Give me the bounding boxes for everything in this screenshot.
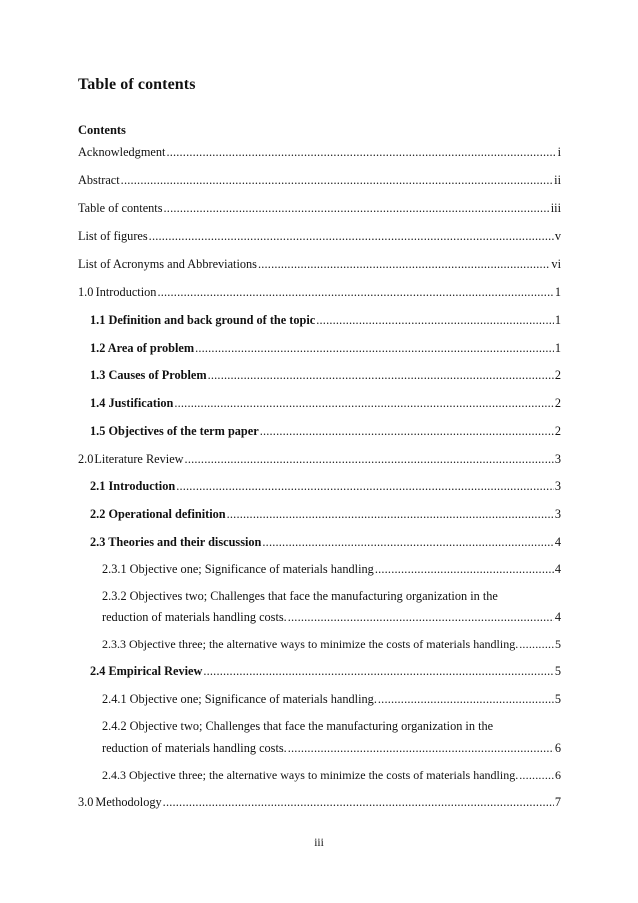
chapter-number: 2.0 bbox=[78, 452, 94, 466]
contents-heading: Contents bbox=[78, 123, 126, 137]
toc-entry-1-4[interactable] bbox=[90, 396, 561, 412]
toc-page-number: 5 bbox=[555, 637, 561, 651]
toc-entry-chapter-3[interactable] bbox=[78, 795, 561, 811]
chapter-number: 3.0 bbox=[78, 795, 94, 809]
toc-entry-abstract[interactable] bbox=[78, 173, 561, 189]
toc-entry-2-2[interactable] bbox=[90, 507, 561, 523]
toc-entry-1-1[interactable] bbox=[90, 313, 561, 329]
toc-page-number: 1 bbox=[554, 313, 561, 327]
toc-page-number: 3 bbox=[554, 507, 561, 521]
toc-entry-label: 2.4.1 Objective one; Significance of materials handling. bbox=[102, 692, 377, 706]
toc-page-number: vi bbox=[551, 257, 561, 271]
toc-page-number: i bbox=[557, 145, 561, 159]
dot-leader bbox=[157, 285, 553, 300]
toc-entry-label: 2.3.1 Objective one; Significance of materials handling bbox=[102, 562, 374, 576]
toc-entry-acknowledgment[interactable] bbox=[78, 145, 561, 161]
toc-entry-label: List of figures bbox=[78, 229, 148, 243]
toc-page-number: 5 bbox=[554, 664, 561, 678]
toc-entry-label: Literature Review bbox=[94, 452, 184, 466]
toc-page-number: 4 bbox=[554, 535, 561, 549]
dot-leader bbox=[316, 313, 554, 328]
toc-page-number: 1 bbox=[554, 341, 561, 355]
toc-entry-2-4[interactable] bbox=[90, 664, 561, 680]
toc-entry-2-4-2[interactable] bbox=[102, 741, 561, 757]
dot-leader bbox=[375, 562, 554, 577]
toc-entry-2-3-3[interactable] bbox=[102, 637, 561, 653]
toc-entry-chapter-2[interactable] bbox=[78, 452, 561, 468]
dot-leader bbox=[262, 535, 553, 550]
toc-entry-label: 2.2 Operational definition bbox=[90, 507, 226, 521]
toc-entry-label: Abstract bbox=[78, 173, 120, 187]
toc-entry-chapter-1[interactable] bbox=[78, 285, 561, 301]
toc-page-number: 2 bbox=[554, 396, 561, 410]
toc-entry-label: 2.3 Theories and their discussion bbox=[90, 535, 262, 549]
toc-entry-label: 1.5 Objectives of the term paper bbox=[90, 424, 259, 438]
toc-entry-1-2[interactable] bbox=[90, 341, 561, 357]
dot-leader bbox=[378, 692, 554, 707]
toc-page-number: 6 bbox=[554, 741, 561, 755]
toc-page-number: 3 bbox=[554, 479, 561, 493]
toc-entry-label: 1.1 Definition and back ground of the topic bbox=[90, 313, 316, 327]
toc-entry-label: reduction of materials handling costs. bbox=[102, 741, 287, 755]
dot-leader bbox=[164, 201, 550, 216]
toc-page-number: 4 bbox=[554, 610, 561, 624]
dot-leader bbox=[258, 257, 550, 272]
toc-page-number: 7 bbox=[554, 795, 561, 809]
toc-page-number: ii bbox=[554, 173, 561, 187]
dot-leader bbox=[149, 229, 554, 244]
toc-page-number: 6 bbox=[555, 768, 561, 782]
dot-leader bbox=[166, 145, 556, 160]
toc-entry-2-3[interactable] bbox=[90, 535, 561, 551]
dot-leader bbox=[288, 741, 554, 756]
toc-entry-2-4-3[interactable] bbox=[102, 768, 561, 784]
toc-entry-label: 1.3 Causes of Problem bbox=[90, 368, 207, 382]
toc-page-number: v bbox=[554, 229, 561, 243]
page-number: iii bbox=[314, 837, 324, 849]
dot-leader bbox=[227, 507, 554, 522]
dot-leader bbox=[176, 479, 554, 494]
toc-entry-2-3-2-first-line[interactable]: 2.3.2 Objectives two; Challenges that face the manufacturing organization in the bbox=[102, 589, 498, 603]
dot-leader bbox=[174, 396, 553, 411]
toc-entry-2-4-2-first-line[interactable]: 2.4.2 Objective two; Challenges that face the manufacturing organization in the bbox=[102, 719, 494, 733]
dot-leader bbox=[121, 173, 553, 188]
page-title: Table of contents bbox=[78, 76, 196, 93]
dot-leader bbox=[195, 341, 554, 356]
dot-leader bbox=[185, 452, 554, 467]
toc-entry-label: 2.1 Introduction bbox=[90, 479, 176, 493]
toc-entry-label: Table of contents bbox=[78, 201, 163, 215]
toc-page-number: 5 bbox=[554, 692, 561, 706]
toc-entry-table-of-contents[interactable] bbox=[78, 201, 561, 217]
toc-entry-2-3-2[interactable] bbox=[102, 610, 561, 626]
toc-page-number: 3 bbox=[554, 452, 561, 466]
toc-entry-label: 2.4 Empirical Review bbox=[90, 664, 203, 678]
dot-leader bbox=[208, 368, 554, 383]
toc-entry-2-3-1[interactable] bbox=[102, 562, 561, 578]
toc-entry-label: 2.4.3 Objective three; the alternative ways to minimize the costs of materials handling. bbox=[102, 768, 519, 782]
toc-entry-list-of-acronyms[interactable] bbox=[78, 257, 561, 273]
toc-entry-label: 2.3.3 Objective three; the alternative ways to minimize the costs of materials handling. bbox=[102, 637, 519, 651]
toc-entry-2-1[interactable] bbox=[90, 479, 561, 495]
toc-entry-label: Acknowledgment bbox=[78, 145, 166, 159]
dot-leader bbox=[519, 637, 554, 652]
toc-page-number: 1 bbox=[554, 285, 561, 299]
toc-entry-label: List of Acronyms and Abbreviations bbox=[78, 257, 257, 271]
toc-entry-label: 1.2 Area of problem bbox=[90, 341, 195, 355]
chapter-number: 1.0 bbox=[78, 285, 94, 299]
toc-entry-1-3[interactable] bbox=[90, 368, 561, 384]
dot-leader bbox=[288, 610, 554, 625]
toc-page-number: 2 bbox=[554, 424, 561, 438]
toc-page-number: 2 bbox=[554, 368, 561, 382]
dot-leader bbox=[203, 664, 553, 679]
toc-entry-1-5[interactable] bbox=[90, 424, 561, 440]
toc-entry-label: Introduction bbox=[95, 285, 157, 299]
toc-page-number: iii bbox=[550, 201, 561, 215]
toc-entry-label: 1.4 Justification bbox=[90, 396, 174, 410]
toc-entry-label: Methodology bbox=[95, 795, 162, 809]
dot-leader bbox=[260, 424, 554, 439]
dot-leader bbox=[163, 795, 554, 810]
toc-page-number: 4 bbox=[554, 562, 561, 576]
toc-entry-label: reduction of materials handling costs. bbox=[102, 610, 287, 624]
toc-entry-list-of-figures[interactable] bbox=[78, 229, 561, 245]
toc-entry-2-4-1[interactable] bbox=[102, 692, 561, 708]
dot-leader bbox=[519, 768, 554, 783]
